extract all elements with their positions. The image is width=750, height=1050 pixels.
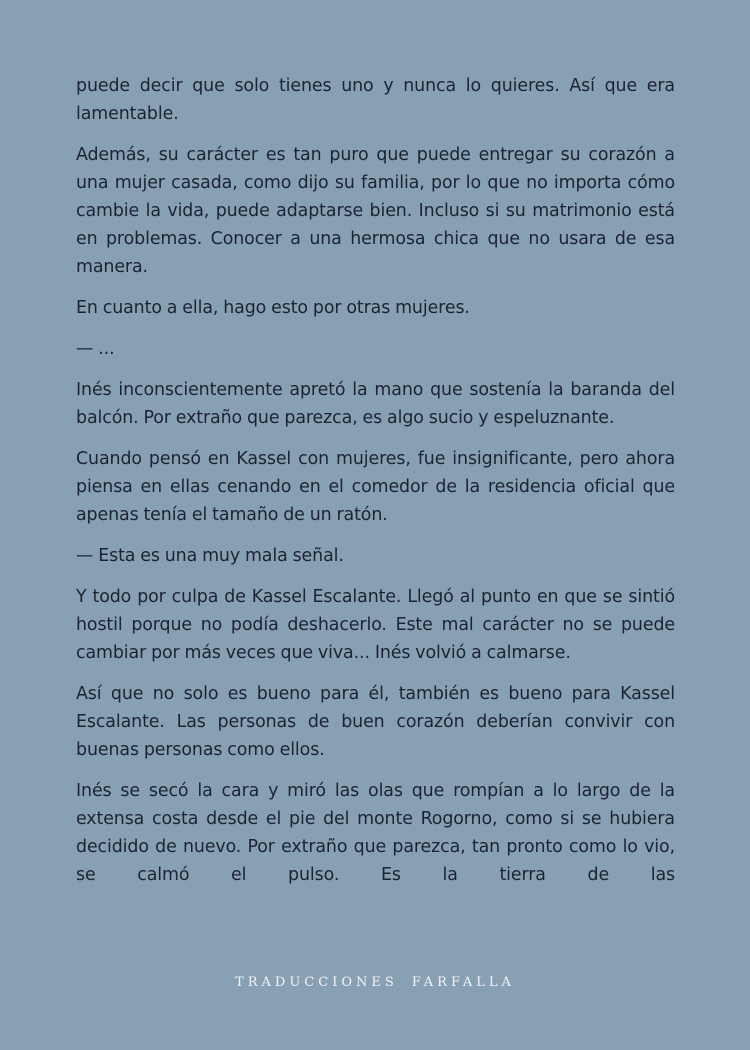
paragraph-1: puede decir que solo tienes uno y nunca lo quieres. Así que era lamentable. bbox=[76, 76, 675, 124]
footer-credit: TRADUCCIONES FARFALLA bbox=[235, 975, 515, 990]
paragraph-7-dialogue: — Esta es una muy mala señal. bbox=[76, 546, 344, 566]
paragraph-6: Cuando pensó en Kassel con mujeres, fue insignificante, pero ahora piensa en ellas cenando en el comedor de la residencia oficial que apenas tenía el tamaño de un ratón. bbox=[76, 449, 675, 525]
paragraph-2: Además, su carácter es tan puro que puede entregar su corazón a una mujer casada, como dijo su familia, por lo que no importa cómo cambie la vida, puede adaptarse bien. Incluso si su matrimonio está en problemas. Conocer a una hermosa chica que no usara de esa manera. bbox=[76, 145, 675, 277]
paragraph-10: Inés se secó la cara y miró las olas que rompían a lo largo de la extensa costa desde el pie del monte Rogorno, como si se hubiera decidido de nuevo. Por extraño que parezca, tan pronto como lo vio, se calmó el pulso. Es la tierra de las bbox=[76, 781, 675, 885]
paragraph-4-dialogue-ellipsis: — ... bbox=[76, 339, 115, 359]
page-body bbox=[76, 72, 675, 902]
paragraph-5: Inés inconscientemente apretó la mano que sostenía la baranda del balcón. Por extraño que parezca, es algo sucio y espeluznante. bbox=[76, 380, 675, 428]
paragraph-9: Así que no solo es bueno para él, también es bueno para Kassel Escalante. Las personas de buen corazón deberían convivir con buenas personas como ellos. bbox=[76, 684, 675, 760]
paragraph-3: En cuanto a ella, hago esto por otras mujeres. bbox=[76, 298, 470, 318]
paragraph-8: Y todo por culpa de Kassel Escalante. Llegó al punto en que se sintió hostil porque no podía deshacerlo. Este mal carácter no se puede cambiar por más veces que viva... Inés volvió a calmarse. bbox=[76, 587, 675, 663]
